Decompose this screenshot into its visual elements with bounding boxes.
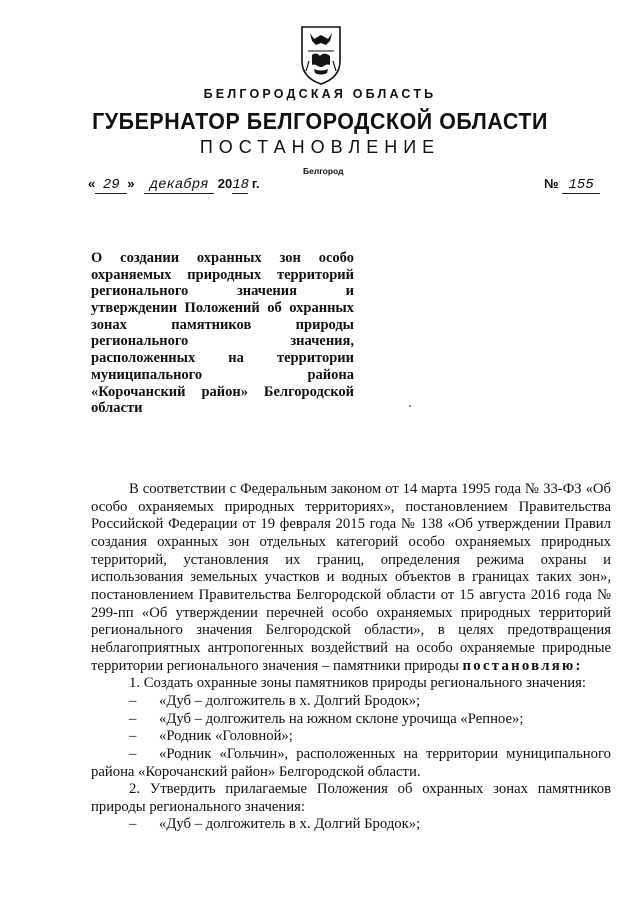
title-line: регионального значения, (91, 333, 354, 350)
decree-word: постановляю: (462, 657, 583, 674)
list-item: – «Дуб – долгожитель в х. Долгий Бродок»; (91, 693, 611, 711)
document-date (88, 176, 260, 194)
dash-marker: – (129, 710, 137, 727)
dash-marker: – (129, 816, 137, 833)
title-line: «Корочанский район» Белгородской (91, 383, 354, 400)
belgorod-coat-of-arms-icon (300, 25, 342, 85)
region-heading: БЕЛГОРОДСКАЯ ОБЛАСТЬ (203, 87, 437, 101)
list-item: – «Дуб – долгожитель в х. Долгий Бродок»; (91, 816, 611, 834)
title-line: расположенных на территории (91, 350, 354, 367)
list-item: – «Родник «Головной»; (91, 728, 611, 746)
title-line: зонах памятников природы (91, 316, 354, 333)
title-line: регионального значения и (91, 283, 354, 300)
list-item: – «Дуб – долгожитель на южном склоне урочища «Репное»; (91, 711, 611, 729)
date-year-unit: г. (251, 176, 260, 191)
date-open-quote: « (88, 176, 96, 191)
item-2: 2. Утвердить прилагаемые Положения об охранных зонах памятников природы регионального значения: (91, 781, 611, 815)
preamble-paragraph (91, 481, 611, 675)
document-type-heading: ПОСТАНОВЛЕНИЕ (199, 137, 441, 157)
date-month: декабря (144, 177, 214, 194)
dash-marker: – (129, 728, 137, 745)
document-body (91, 481, 611, 834)
city-label: Белгород (303, 166, 344, 176)
date-day: 29 (95, 177, 127, 194)
item-1: 1. Создать охранные зоны памятников природы регионального значения: (129, 675, 586, 692)
document-number (544, 176, 600, 194)
dash-marker: – (129, 745, 137, 762)
dash-marker: – (129, 692, 137, 709)
number-value: 155 (562, 177, 600, 194)
governor-heading: ГУБЕРНАТОР БЕЛГОРОДСКОЙ ОБЛАСТИ (92, 108, 548, 134)
list-item: – «Родник «Гольчин», расположенных на территории муниципального района «Корочанский район» Белгородской области. (91, 745, 611, 780)
title-line: муниципального района (91, 366, 354, 383)
title-line: охраняемых природных территорий (91, 266, 354, 283)
title-line: утверждении Положений об охранных (91, 300, 354, 317)
title-line: области (91, 400, 143, 417)
number-label: № (544, 176, 559, 191)
scan-speck (409, 405, 411, 407)
date-year-suffix: 18 (232, 177, 249, 193)
date-close-quote: » (127, 176, 135, 191)
title-line: О создании охранных зон особо (91, 250, 354, 266)
preamble-text: В соответствии с Федеральным законом от 14 марта 1995 года № 33-ФЗ «Об особо охраняемых природных территориях», постановлением Правительства Российской Федерации от 19 февраля 2015 года № 138 «Об утверждении Правил создания охранных зон отдельных категорий особо охраняемых природных территорий, установления их границ, определения режима охраны и использования земельных участков и водных объектов в границах таких зон», постановлением Правительства Белгородской области от 15 августа 2016 года № 299-пп «Об утверждении перечней особо охраняемых природных территорий регионального значения Белгородской области», в целях предотвращения неблагоприятных антропогенных воздействий на особо охраняемые природные территории регионального значения – памятники природы (91, 481, 611, 674)
document-title (91, 250, 354, 417)
date-year-prefix: 20 (217, 176, 233, 191)
